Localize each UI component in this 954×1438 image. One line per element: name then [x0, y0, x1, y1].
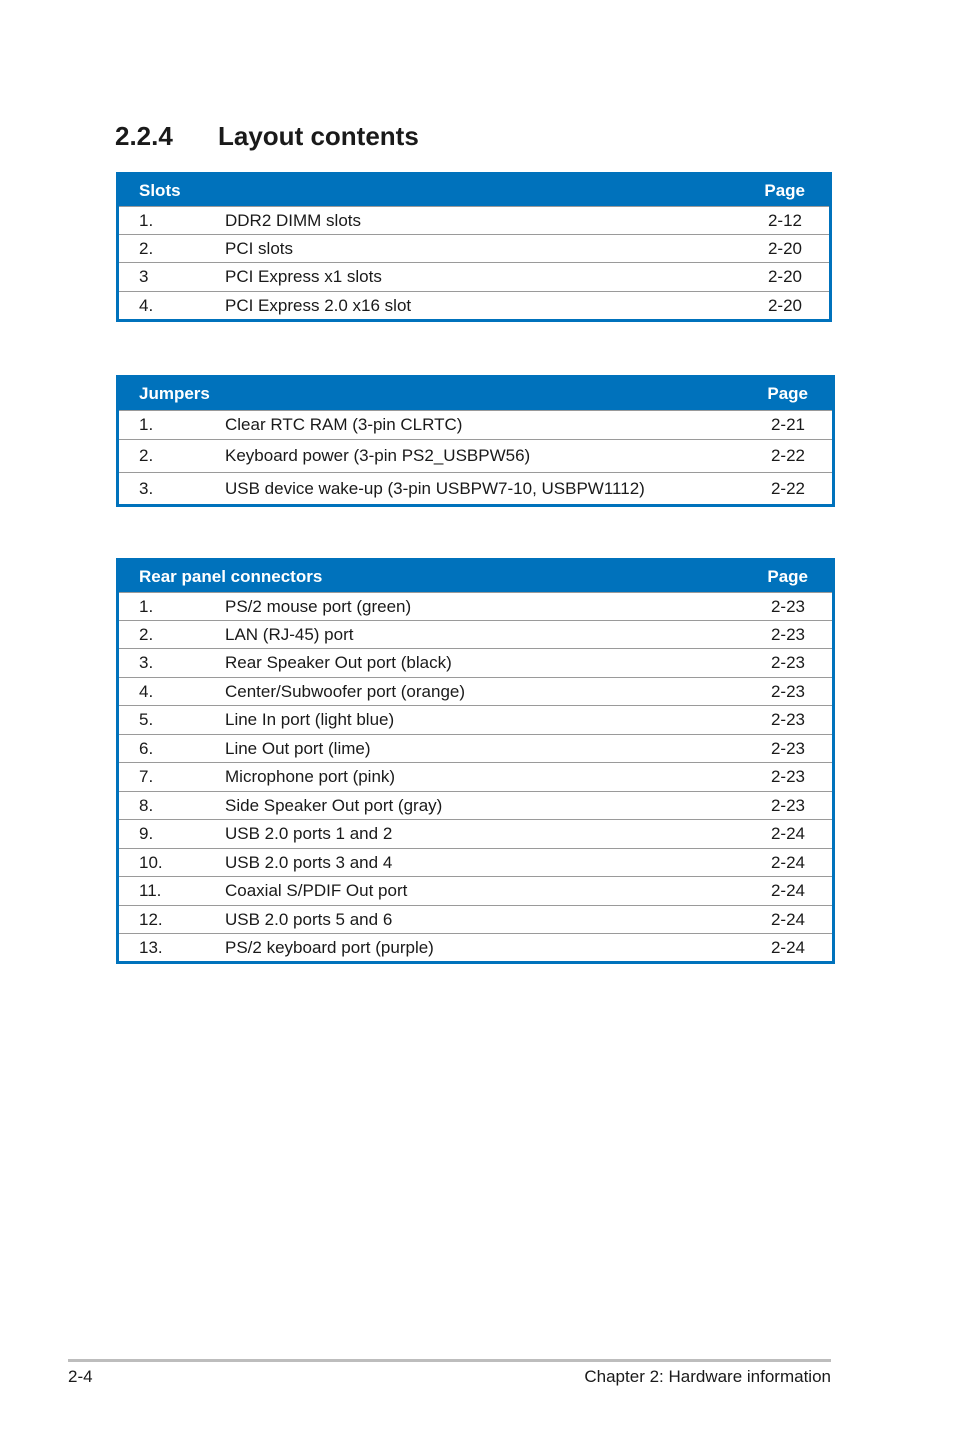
row-item: Line In port (light blue)	[225, 710, 395, 729]
row-item: PCI Express x1 slots	[225, 267, 382, 286]
table-row	[119, 620, 832, 648]
table-header-label: Slots	[139, 180, 181, 200]
table-header	[119, 561, 832, 592]
table-row	[119, 234, 829, 262]
row-page: 2-23	[770, 681, 805, 701]
row-item: Center/Subwoofer port (orange)	[225, 681, 466, 701]
slots-table	[116, 172, 832, 322]
table-header-page: Page	[767, 566, 808, 586]
table-row	[119, 592, 832, 620]
row-page: 2-24	[770, 909, 805, 929]
table-header-page: Page	[767, 384, 808, 403]
row-page: 2-24	[770, 881, 805, 900]
row-page: 2-21	[770, 415, 805, 434]
table-row	[119, 648, 832, 677]
table-row	[119, 410, 832, 439]
row-page: 2-20	[767, 267, 802, 286]
table-header	[119, 378, 832, 410]
row-item: PCI slots	[225, 238, 294, 258]
row-page: 2-23	[770, 653, 805, 672]
section-number: 2.2.4	[115, 121, 173, 151]
row-number: 3	[139, 267, 149, 286]
row-number: 8.	[139, 795, 154, 815]
jumpers-table	[116, 375, 835, 507]
row-item: PCI Express 2.0 x16 slot	[225, 295, 412, 315]
row-number: 1.	[139, 210, 154, 230]
table-header-label: Jumpers	[139, 384, 210, 403]
table-row	[119, 905, 832, 933]
row-item: Coaxial S/PDIF Out port	[225, 881, 408, 900]
row-page: 2-23	[770, 795, 805, 815]
table-row	[119, 734, 832, 762]
row-number: 10.	[139, 852, 163, 872]
table-header-label: Rear panel connectors	[139, 566, 323, 586]
table-row	[119, 677, 832, 705]
table-row	[119, 876, 832, 905]
row-number: 6.	[139, 738, 154, 758]
row-page: 2-23	[770, 738, 805, 758]
row-page: 2-23	[770, 767, 805, 786]
footer-chapter-title: Chapter 2: Hardware information	[584, 1367, 831, 1386]
table-row	[119, 262, 829, 291]
row-item: USB 2.0 ports 3 and 4	[225, 852, 393, 872]
table-header	[119, 175, 829, 206]
row-item: USB 2.0 ports 1 and 2	[225, 824, 393, 843]
row-item: Keyboard power (3-pin PS2_USBPW56)	[225, 446, 531, 465]
table-row	[119, 762, 832, 791]
table-row	[119, 705, 832, 734]
row-item: Microphone port (pink)	[225, 767, 396, 786]
row-page: 2-20	[767, 238, 802, 258]
row-item: Line Out port (lime)	[225, 738, 371, 758]
row-number: 4.	[139, 295, 154, 315]
table-row	[119, 791, 832, 819]
table-row	[119, 819, 832, 848]
row-number: 11.	[139, 881, 162, 900]
row-item: Side Speaker Out port (gray)	[225, 795, 443, 815]
table-row	[119, 933, 832, 961]
table-row	[119, 472, 832, 504]
row-number: 3.	[139, 478, 154, 498]
row-item: LAN (RJ-45) port	[225, 624, 354, 644]
row-page: 2-22	[770, 446, 805, 465]
row-item: Clear RTC RAM (3-pin CLRTC)	[225, 415, 463, 434]
row-number: 2.	[139, 446, 154, 465]
row-number: 1.	[139, 415, 154, 434]
row-number: 12.	[139, 909, 163, 929]
row-item: DDR2 DIMM slots	[225, 210, 362, 230]
row-number: 3.	[139, 653, 154, 672]
table-header-page: Page	[764, 180, 805, 200]
table-row	[119, 291, 829, 319]
section-title: Layout contents	[218, 121, 419, 151]
table-row	[119, 439, 832, 472]
rear-panel-connectors-table	[116, 558, 835, 964]
row-page: 2-23	[770, 624, 805, 644]
row-item: Rear Speaker Out port (black)	[225, 653, 452, 672]
row-page: 2-12	[767, 210, 802, 230]
row-page: 2-20	[767, 295, 802, 315]
row-page: 2-23	[770, 710, 805, 729]
row-number: 2.	[139, 238, 154, 258]
row-item: PS/2 mouse port (green)	[225, 596, 412, 616]
row-number: 4.	[139, 681, 154, 701]
table-row	[119, 848, 832, 876]
row-number: 7.	[139, 767, 154, 786]
section-heading	[115, 118, 419, 154]
row-page: 2-22	[770, 478, 805, 498]
row-item: PS/2 keyboard port (purple)	[225, 937, 434, 957]
row-number: 1.	[139, 596, 154, 616]
row-page: 2-24	[770, 937, 805, 957]
row-item: USB 2.0 ports 5 and 6	[225, 909, 393, 929]
row-number: 13.	[139, 937, 163, 957]
row-number: 2.	[139, 624, 154, 644]
row-page: 2-24	[770, 852, 805, 872]
row-page: 2-23	[770, 596, 805, 616]
table-row	[119, 206, 829, 234]
row-number: 9.	[139, 824, 154, 843]
footer-page-number: 2-4	[68, 1367, 93, 1386]
row-number: 5.	[139, 710, 154, 729]
row-item: USB device wake-up (3-pin USBPW7-10, USBPW1112)	[225, 478, 645, 498]
footer-divider	[68, 1359, 831, 1362]
row-page: 2-24	[770, 824, 805, 843]
